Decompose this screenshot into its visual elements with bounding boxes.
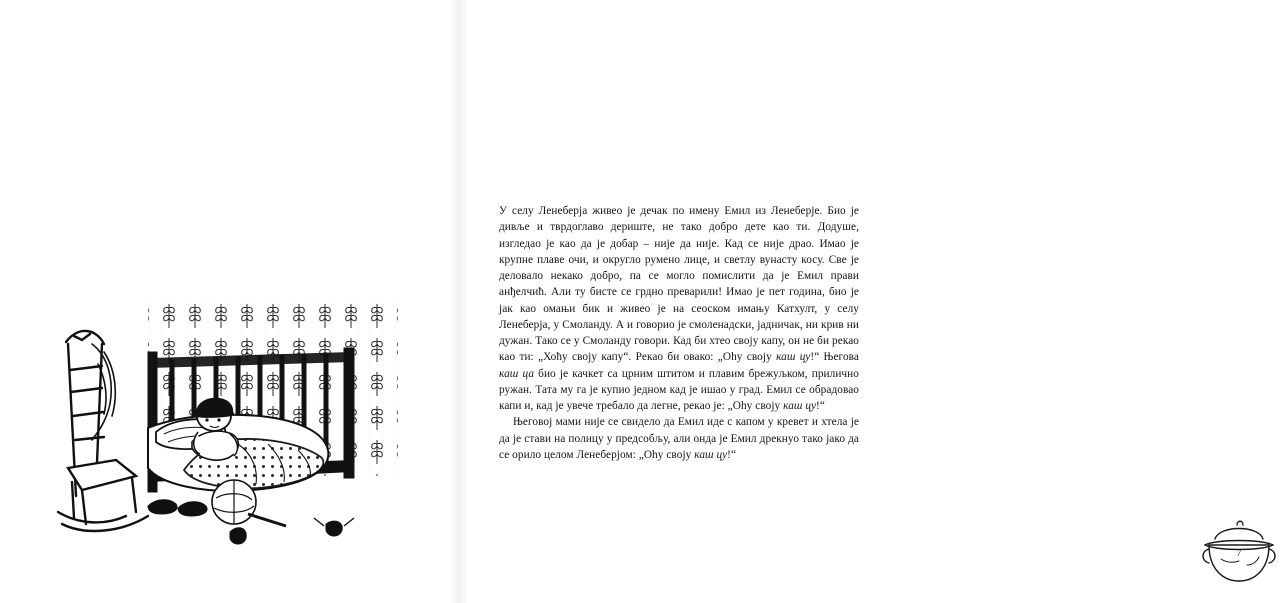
italic-run: каш цу (694, 448, 728, 461)
left-page (0, 0, 455, 603)
bed (148, 415, 328, 491)
text-run: био је качкет са црним штитом и плавим брежуљком, прилично ружан. Тата му га је купио једном кад је ишао у град. Емил се обрадовао капи и, кад је увече требало да легне, рекао је: „Оhу своју (499, 367, 859, 412)
boy-in-bed-illustration (52, 300, 412, 545)
italic-run: каш цу (776, 351, 811, 364)
text-run: !“ (816, 400, 825, 412)
right-page (455, 0, 1242, 603)
text-run: !“ Његова (810, 351, 859, 364)
page-number: 7 (1236, 548, 1242, 559)
rocking-chair (58, 331, 148, 531)
italic-run: каш цу (783, 400, 817, 412)
italic-run: каш ца (499, 367, 535, 380)
paragraph-2 (499, 414, 859, 463)
body-text (499, 203, 859, 463)
page-number-vignette (1197, 515, 1281, 587)
floor-objects (148, 480, 354, 544)
text-run: У селу Ленеберја живео је дечак по имену Емил из Ленеберје. Био је дивље и тврдоглаво дериште, не тако добро дете као ти. Додуше, изгледао је као да је добар – није да није. Кад се није драо. Имао је крупне плаве очи, и округло румено лице, и светлу вунасту косу. Све је деловало некако добро, па се могло помислити да је Емил прави анђелчић. Али ту бисте се грдно преварили! Имао је пет година, био је јак као омањи бик и живео је на сеоском имању Катхулт, у селу Ленеберја, у Смоланду. А и говорио је смоленадски, јадничак, ни крив ни дужан. Тако се у Смоланду говори. Кад би хтео своју капу, он не би рекао као ти: „Хоћу своју капу“. Рекао би овако: „Оhу своју (499, 205, 859, 364)
text-run: !“ (727, 448, 737, 461)
paragraph-1 (499, 203, 859, 414)
text-run: Његовој мами није се свидело да Емил иде с капом у кревет и хтела је да је стави на полицу у предсобљу, али онда је Емил дрекнуо тако јако да се орило целом Ленеберјом: „Оhу своју (499, 416, 859, 461)
